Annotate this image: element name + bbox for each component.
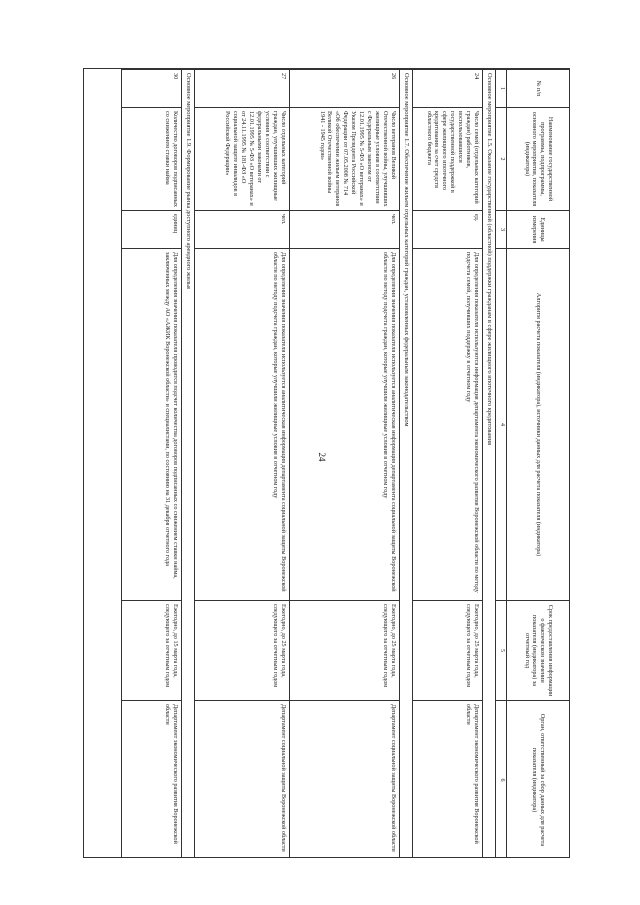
unit: ед. [413,211,483,249]
header-agency: Орган, ответственный за сбор данных для расчета показателя (индикатора) [507,701,571,859]
indicators-table [121,69,570,858]
colnum-1: 1 [496,70,507,108]
table-row [194,70,289,859]
algorithm: Для определения значения показателя проводится подсчет количества договоров подписанных со снижением ставки найма, заключенных между АО «АЖИК Воронежской области» и специалистами, по состоянию на 31 декабря отчетного года [121,249,181,601]
row-number: 30 [121,70,181,108]
indicator-name: Число отдельных категорий граждан, улучшивших жилищные условия в соответствии с федеральными законами от 12.01.1995 № 5-ФЗ «О ветеранах» и от 24.11.1995 № 181-ФЗ «О социальной защите инвалидов в Российской Федерации» [194,108,289,211]
row-number: 24 [413,70,483,108]
section-title: Основное мероприятие 1.9. Формирование рынка доступного арендного жилья [181,70,194,859]
colnum-2: 2 [496,108,507,211]
column-number-row [496,70,507,859]
header-algorithm: Алгоритм расчета показателя (индикатора), источники данных для расчета показателя (индикатора) [507,249,571,601]
row-number: 27 [194,70,289,108]
unit: чел. [194,211,289,249]
agency: Департамент экономического развития Воронежской области [413,701,483,859]
header-row [507,70,571,859]
agency: Департамент социальной защиты Воронежской области [289,701,399,859]
deadline: Ежегодно, до 25 марта года, следующего за отчетным годом [289,601,399,701]
table-row [121,70,181,859]
colnum-5: 5 [496,601,507,701]
indicator-name: Число ветеранов Великой Отечественной войны, улучшивших жилищные условия в соответствии с Федеральным законом от 12.01.1995 № 5-ФЗ «О ветеранах» и Указом Президента Российской Федерации от 07.05.2008 № 714 «Об обеспечении жильем ветеранов Великой Отечественной войны 1941 - 1945 годов» [289,108,399,211]
deadline: Ежегодно, до 25 марта года, следующего за отчетным годом [413,601,483,701]
section-title-row [181,70,194,859]
rotated-table-container [84,69,570,858]
unit: чел. [289,211,399,249]
unit: единиц [121,211,181,249]
table-row [413,70,483,859]
colnum-3: 3 [496,211,507,249]
deadline: Ежегодно, до 15 марта года, следующего за отчетным годом [121,601,181,701]
section-title: Основное мероприятие 1.5. Оказание государственной (областной) поддержки гражданам в сфере жилищного ипотечного кредитования [483,70,496,859]
page-number: 24 [317,452,327,462]
agency: Департамент экономического развития Воронежской области [121,701,181,859]
table-frame [83,68,570,858]
indicator-name: Число семей (отдельных категорий граждан) работников, воспользовавшихся государственной поддержкой в сфере жилищного ипотечного кредитования за счет средств областного бюджета [413,108,483,211]
indicator-name: Количество договоров подписанных со снижением ставки найма [121,108,181,211]
algorithm: Для определения значения показателя используется аналитическая информация департамента социальной защиты Воронежской области по методу подсчета граждан, которые улучшили жилищные условия в отчетном году [289,249,399,601]
table-row [289,70,399,859]
algorithm: Для определения значения показателя используется аналитическая информация департамента социальной защиты Воронежской области по методу подсчета граждан, которые улучшили жилищные условия в отчетном году [194,249,289,601]
section-title-row [399,70,412,859]
algorithm: Для определения показателя используются информация департамента экономического развития Воронежской области по методу подсчета семей, получивших поддержку в отчетном году [413,249,483,601]
agency: Департамент социальной защиты Воронежской области [194,701,289,859]
header-unit: Единицы измерения [507,211,571,249]
section-title: Основное мероприятие 1.7. Обеспечение жильем отдельных категорий граждан, установленных федеральным законодательством [399,70,412,859]
header-number: № п/п [507,70,571,108]
colnum-6: 6 [496,701,507,859]
deadline: Ежегодно, до 25 марта года, следующего за отчетным годом [194,601,289,701]
colnum-4: 4 [496,249,507,601]
section-title-row [483,70,496,859]
row-number: 26 [289,70,399,108]
header-deadline: Срок предоставления информации о фактическом значении показателя (индикатора) за отчетный год [507,601,571,701]
header-name: Наименование государственной программы, подпрограммы, основного мероприятия, показателя (индикатора) [507,108,571,211]
